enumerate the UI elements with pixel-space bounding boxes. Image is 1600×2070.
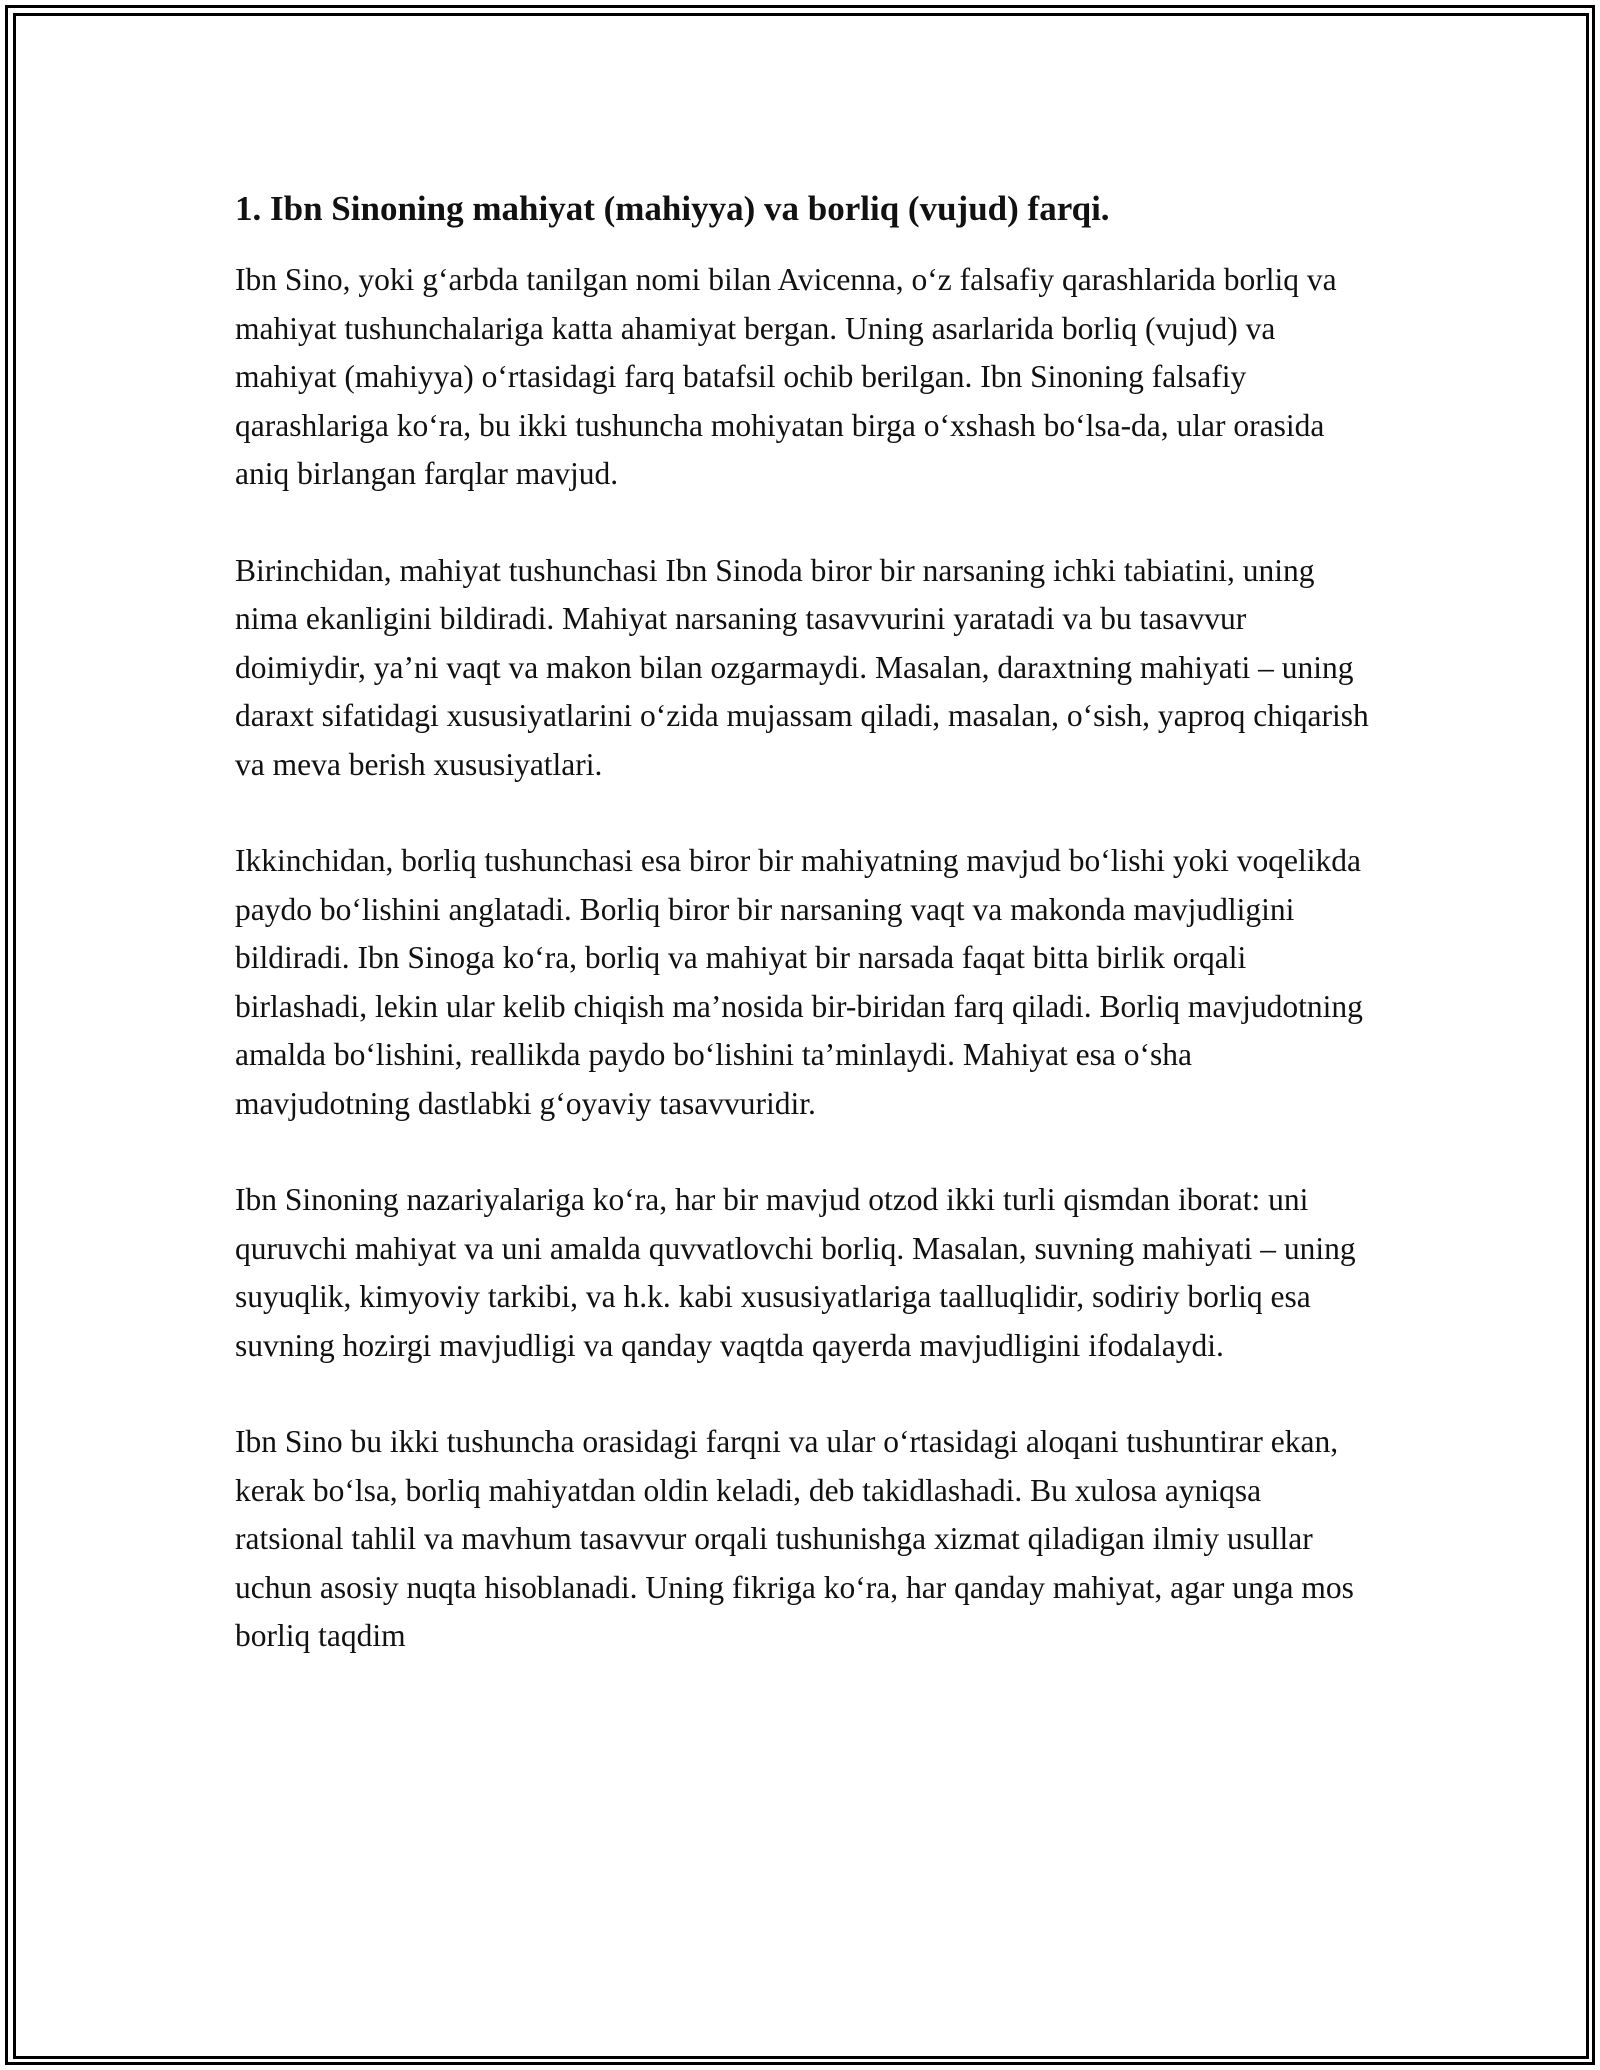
paragraph-1: Ibn Sino, yoki g‘arbda tanilgan nomi bilan Avicenna, o‘z falsafiy qarashlarida borliq va mahiyat tushunchalariga katta ahamiyat bergan. Uning asarlarida borliq (vujud) va mahiyat (mahiyya) o‘rtasidagi farq batafsil ochib berilgan. Ibn Sinoning falsafiy qarashlariga ko‘ra, bu ikki tushuncha mohiyatan birga o‘xshash bo‘lsa-da, ular orasida aniq birlangan farqlar mavjud. bbox=[235, 262, 1337, 491]
paragraph-4: Ibn Sinoning nazariyalariga ko‘ra, har bir mavjud otzod ikki turli qismdan iborat: uni quruvchi mahiyat va uni amalda quvvatlovchi borliq. Masalan, suvning mahiyati – uning suyuqlik, kimyoviy tarkibi, va h.k. kabi xususiyatlariga taalluqlidir, sodiriy borliq esa suvning hozirgi mavjudligi va qanday vaqtda qayerda mavjudligini ifodalaydi. bbox=[235, 1182, 1356, 1363]
document-body bbox=[235, 186, 1370, 1709]
paragraph-5: Ibn Sino bu ikki tushuncha orasidagi farqni va ular o‘rtasidagi aloqani tushuntirar ekan, kerak bo‘lsa, borliq mahiyatdan oldin keladi, deb takidlashadi. Bu xulosa ayniqsa ratsional tahlil va mavhum tasavvur orqali tushunishga xizmat qiladigan ilmiy usullar uchun asosiy nuqta hisoblanadi. Uning fikriga ko‘ra, har qanday mahiyat, agar unga mos borliq taqdim bbox=[235, 1424, 1354, 1653]
paragraph-3: Ikkinchidan, borliq tushunchasi esa biror bir mahiyatning mavjud bo‘lishi yoki voqelikda paydo bo‘lishini anglatadi. Borliq biror bir narsaning vaqt va makonda mavjudligini bildiradi. Ibn Sinoga ko‘ra, borliq va mahiyat bir narsada faqat bitta birlik orqali birlashadi, lekin ular kelib chiqish ma’nosida bir-biridan farq qiladi. Borliq mavjudotning amalda bo‘lishini, reallikda paydo bo‘lishini ta’minlaydi. Mahiyat esa o‘sha mavjudotning dastlabki g‘oyaviy tasavvuridir. bbox=[235, 843, 1363, 1121]
section-heading: 1. Ibn Sinoning mahiyat (mahiyya) va borliq (vujud) farqi. bbox=[235, 189, 1110, 228]
paragraph-2: Birinchidan, mahiyat tushunchasi Ibn Sinoda biror bir narsaning ichki tabiatini, uning nima ekanligini bildiradi. Mahiyat narsaning tasavvurini yaratadi va bu tasavvur doimiydir, ya’ni vaqt va makon bilan ozgarmaydi. Masalan, daraxtning mahiyati – uning daraxt sifatidagi xususiyatlarini o‘zida mujassam qiladi, masalan, o‘sish, yaproq chiqarish va meva berish xususiyatlari. bbox=[235, 552, 1369, 782]
